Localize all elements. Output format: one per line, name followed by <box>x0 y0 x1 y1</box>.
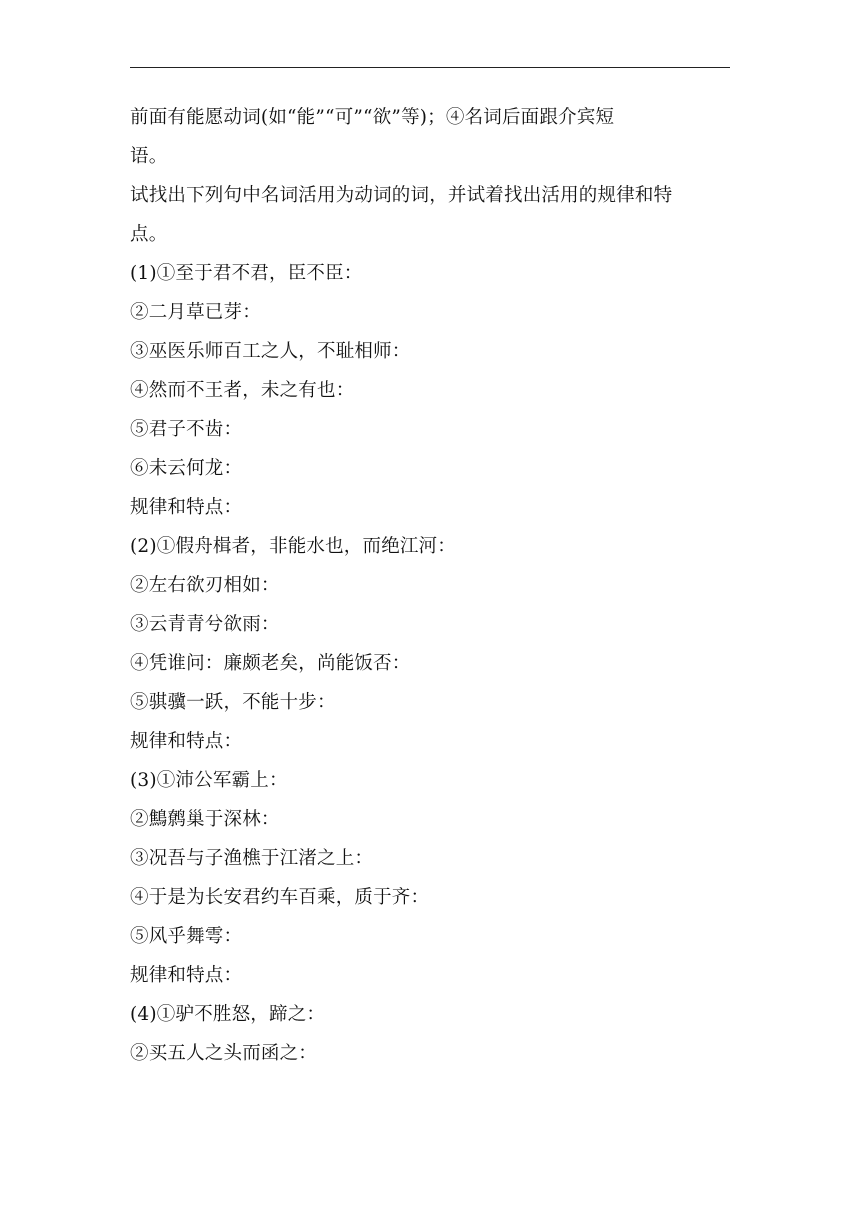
question-2-item-2: ②左右欲刃相如： <box>130 575 280 596</box>
question-1-item-2: ②二月草已芽： <box>130 302 261 323</box>
rule-prompt: 规律和特点： <box>130 965 243 986</box>
question-1-item-5: ⑤君子不齿： <box>130 419 243 440</box>
text-line: 语。 <box>130 146 168 167</box>
header-rule <box>130 67 730 68</box>
question-3-item-5: ⑤风乎舞雩： <box>130 926 243 947</box>
question-4-item-2: ②买五人之头而函之： <box>130 1043 318 1064</box>
question-1-item-4: ④然而不王者，未之有也： <box>130 380 355 401</box>
text-line: 试找出下列句中名词活用为动词的词，并试着找出活用的规律和特 <box>130 185 673 206</box>
question-1-item-3: ③巫医乐师百工之人，不耻相师： <box>130 341 411 362</box>
text-line: 前面有能愿动词(如“能”“可”“欲”等)；④名词后面跟介宾短 <box>130 107 615 128</box>
question-4-item-1: (4)①驴不胜怒，蹄之： <box>130 1004 326 1025</box>
rule-prompt: 规律和特点： <box>130 731 243 752</box>
question-3-item-4: ④于是为长安君约车百乘，质于齐： <box>130 887 430 908</box>
question-1-item-6: ⑥未云何龙： <box>130 458 243 479</box>
question-1-item-1: (1)①至于君不君，臣不臣： <box>130 263 363 284</box>
question-3-item-1: (3)①沛公军霸上： <box>130 770 288 791</box>
document-body <box>130 98 735 1073</box>
question-3-item-2: ②鷦鹩巢于深林： <box>130 809 280 830</box>
question-3-item-3: ③况吾与子渔樵于江渚之上： <box>130 848 374 869</box>
text-line: 点。 <box>130 224 168 245</box>
question-2-item-3: ③云青青兮欲雨： <box>130 614 280 635</box>
question-2-item-4: ④凭谁问：廉颇老矣，尚能饭否： <box>130 653 411 674</box>
question-2-item-1: (2)①假舟楫者，非能水也，而绝江河： <box>130 536 457 557</box>
question-2-item-5: ⑤骐骥一跃，不能十步： <box>130 692 336 713</box>
rule-prompt: 规律和特点： <box>130 497 243 518</box>
